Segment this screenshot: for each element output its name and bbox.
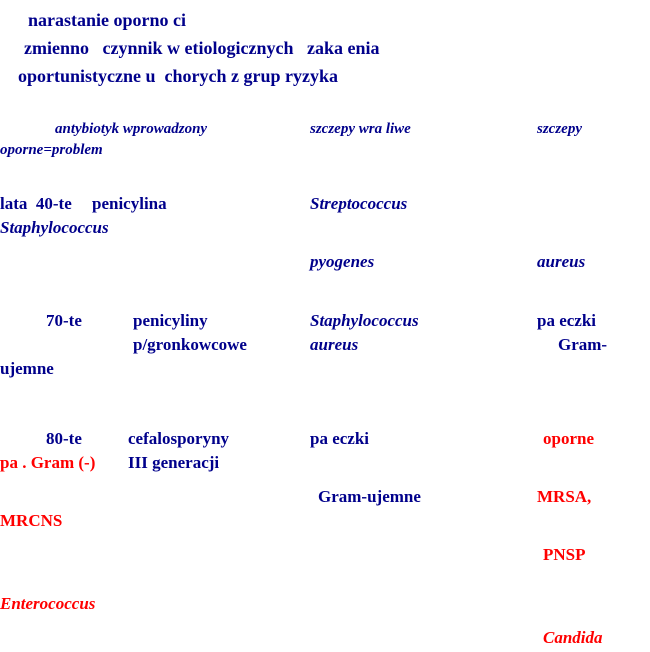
table-header [0,118,650,158]
row-resistant-3: ujemne [0,359,54,378]
row-era: 70-te [46,311,82,330]
row-era: lata 40-te [0,194,72,213]
row-sensitive-2: pyogenes [310,252,375,271]
row-drug: penicylina [92,194,167,213]
row-sensitive-1: Streptococcus [310,194,408,213]
entry-enterococcus: Enterococcus [0,594,96,613]
row-sensitive-1: Staphylococcus [310,311,419,330]
row-resistant-3: PNSP [543,545,586,564]
column-header-sensitive: szczepy wra liwe [310,121,411,137]
title-line-3: oportunistyczne u chorych z grup ryzyka [18,66,338,86]
row-drug-2: III generacji [128,453,220,472]
row-sensitive-1: pa eczki [310,429,370,448]
row-resistant-1: oporne [543,429,594,448]
table-header-row [0,118,650,140]
row-drug-1: penicyliny [133,311,208,330]
column-header-resistant-wrap: oporne=problem [0,142,103,158]
row-resistant-1b: pa . Gram (-) [0,453,96,472]
column-header-resistant: szczepy [537,121,582,137]
row-resistant-2: aureus [537,252,586,271]
slide-title [0,6,650,90]
row-resistant-2: Gram- [558,335,608,354]
row-drug-1: cefalosporyny [128,429,230,448]
title-line-1: narastanie oporno ci [28,10,187,30]
row-sensitive-2: Gram-ujemne [318,487,421,506]
entry-candida: Candida [543,628,603,647]
column-header-drug: antybiotyk wprowadzony [55,121,208,137]
row-resistant-1: pa eczki [537,311,597,330]
row-era: 80-te [46,429,82,448]
title-line-2: zmienno czynnik w etiologicznych zaka enia [24,38,380,58]
row-resistant-1: Staphylococcus [0,218,109,237]
row-sensitive-2: aureus [310,335,359,354]
row-resistant-2: MRSA, [537,487,592,506]
row-resistant-2b: MRCNS [0,511,63,530]
row-drug-2: p/gronkowcowe [133,335,247,354]
